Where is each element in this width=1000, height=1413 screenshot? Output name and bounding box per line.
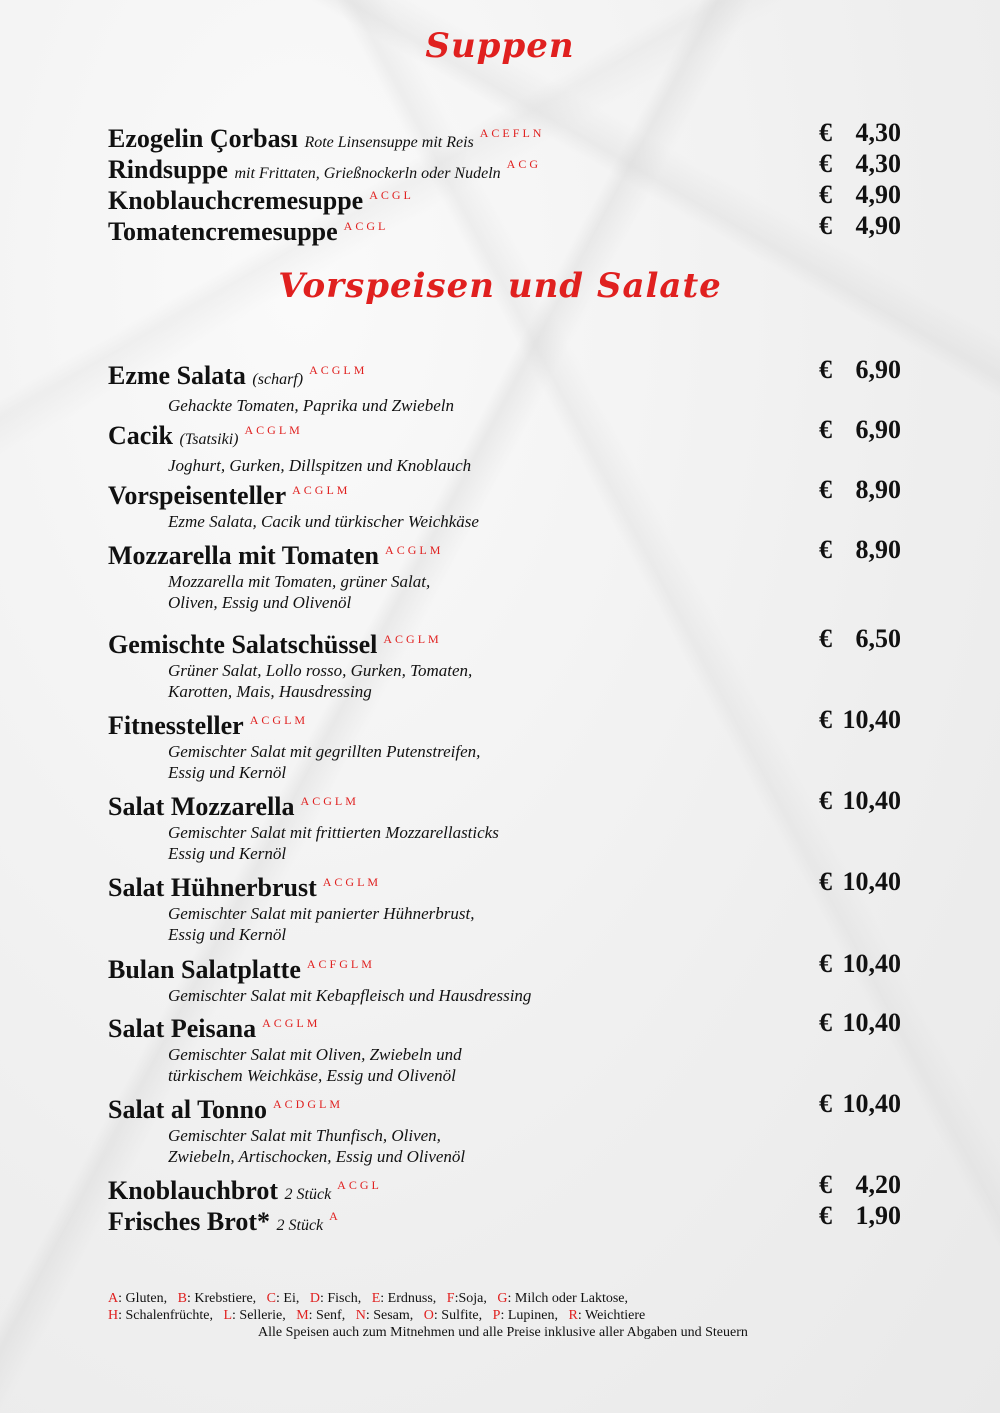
item-name: Knoblauchcremesuppe	[108, 186, 364, 215]
item-line	[108, 705, 901, 741]
item-price	[819, 1089, 901, 1119]
price-value: 8,90	[855, 535, 901, 564]
legend-code: N	[355, 1308, 366, 1323]
legend-label: : Fisch,	[319, 1291, 362, 1306]
legend-label: : Sesam,	[365, 1308, 414, 1323]
item-name: Fitnessteller	[108, 711, 244, 740]
soups-heading: Suppen	[425, 26, 575, 66]
currency-symbol: €	[819, 1089, 832, 1118]
item-price	[819, 867, 901, 897]
allergen-codes: ACDGLM	[272, 1097, 343, 1111]
item-price	[819, 624, 901, 654]
item-price	[819, 211, 901, 241]
allergen-legend	[108, 1290, 656, 1324]
legend-code: O	[423, 1308, 434, 1323]
item-name: Cacik	[108, 421, 173, 450]
item-description: Gemischter Salat mit Kebapfleisch und Hausdressing	[168, 986, 532, 1005]
allergen-codes: ACGLM	[383, 632, 442, 646]
price-value: 4,30	[855, 118, 901, 147]
legend-label: : Sulfite,	[433, 1308, 483, 1323]
item-price	[819, 1008, 901, 1038]
item-description: Gemischter Salat mit Thunfisch, Oliven,	[168, 1126, 441, 1145]
item-line	[108, 1008, 901, 1044]
item-line	[108, 1201, 901, 1241]
allergen-codes: ACGL	[369, 188, 414, 202]
allergen-codes: ACGLM	[300, 794, 359, 808]
item-price	[819, 475, 901, 505]
item-description: Gemischter Salat mit Oliven, Zwiebeln und	[168, 1045, 462, 1064]
item-line	[108, 475, 901, 511]
price-value: 10,40	[842, 786, 901, 815]
item-description: Essig und Kernöl	[168, 925, 287, 944]
legend-label: : Gluten,	[118, 1291, 168, 1306]
menu-item	[108, 786, 901, 864]
item-note: 2 Stück	[284, 1186, 332, 1203]
item-description: Gehackte Tomaten, Paprika und Zwiebeln	[168, 396, 454, 415]
item-note: (Tsatsiki)	[179, 431, 239, 448]
price-value: 10,40	[842, 1008, 901, 1037]
item-name: Knoblauchbrot	[108, 1176, 279, 1205]
item-price	[819, 1170, 901, 1200]
menu-item	[108, 415, 901, 476]
legend-code: A	[108, 1291, 119, 1306]
currency-symbol: €	[819, 211, 832, 240]
legend-code: D	[309, 1291, 320, 1306]
menu-item	[108, 624, 901, 702]
legend-code: C	[266, 1291, 277, 1306]
currency-symbol: €	[819, 786, 832, 815]
currency-symbol: €	[819, 118, 832, 147]
item-note: 2 Stück	[276, 1217, 324, 1234]
item-description: türkischem Weichkäse, Essig und Olivenöl	[168, 1066, 456, 1085]
menu-item	[108, 475, 901, 532]
footer-note: Alle Speisen auch zum Mitnehmen und alle Preise inklusive aller Abgaben und Steuern	[258, 1325, 748, 1340]
allergen-codes: ACFGLM	[306, 957, 375, 971]
allergen-codes: ACGLM	[292, 483, 351, 497]
item-name: Ezme Salata	[108, 361, 246, 390]
menu-item	[108, 1008, 901, 1086]
menu-item	[108, 535, 901, 613]
legend-code: P	[492, 1308, 501, 1323]
item-price	[819, 949, 901, 979]
item-line	[108, 624, 901, 660]
item-line	[108, 211, 901, 247]
item-name: Frisches Brot*	[108, 1207, 270, 1236]
price-value: 4,90	[855, 180, 901, 209]
legend-code: M	[296, 1308, 309, 1323]
item-price	[819, 118, 901, 148]
item-name: Bulan Salatplatte	[108, 955, 301, 984]
allergen-codes: ACGLM	[244, 423, 303, 437]
item-description: Oliven, Essig und Olivenöl	[168, 593, 352, 612]
legend-code: L	[223, 1308, 233, 1323]
price-value: 6,50	[855, 624, 901, 653]
item-name: Rindsuppe	[108, 155, 228, 184]
item-note: Rote Linsensuppe mit Reis	[304, 134, 474, 151]
item-line	[108, 949, 901, 985]
menu-item	[108, 949, 901, 1006]
legend-label: : Ei,	[276, 1291, 300, 1306]
item-description: Joghurt, Gurken, Dillspitzen und Knoblauch	[168, 456, 472, 475]
currency-symbol: €	[819, 624, 832, 653]
item-price	[819, 535, 901, 565]
item-description: Grüner Salat, Lollo rosso, Gurken, Tomaten,	[168, 661, 473, 680]
currency-symbol: €	[819, 415, 832, 444]
menu-item	[108, 355, 901, 416]
allergen-codes: ACGL	[343, 219, 389, 233]
legend-code: R	[568, 1308, 578, 1323]
legend-label: : Erdnuss,	[380, 1291, 437, 1306]
item-note: (scharf)	[252, 371, 304, 388]
item-description: Ezme Salata, Cacik und türkischer Weichkäse	[168, 512, 479, 531]
legend-code: H	[108, 1308, 119, 1323]
item-price	[819, 415, 901, 445]
allergen-codes: ACGLM	[309, 363, 368, 377]
legend-code: F	[446, 1291, 455, 1306]
menu-item	[108, 705, 901, 783]
item-description: Gemischter Salat mit frittierten Mozzarellasticks	[168, 823, 499, 842]
price-value: 10,40	[842, 867, 901, 896]
legend-label: : Senf,	[308, 1308, 346, 1323]
legend-code: E	[371, 1291, 381, 1306]
menu-item	[108, 1089, 901, 1167]
item-line	[108, 786, 901, 822]
price-value: 10,40	[842, 949, 901, 978]
item-name: Salat al Tonno	[108, 1095, 267, 1124]
currency-symbol: €	[819, 535, 832, 564]
item-line	[108, 535, 901, 571]
item-line	[108, 867, 901, 903]
item-name: Tomatencremesuppe	[108, 217, 338, 246]
menu-item	[108, 211, 901, 247]
allergen-codes: ACGL	[337, 1178, 382, 1192]
currency-symbol: €	[819, 949, 832, 978]
currency-symbol: €	[819, 705, 832, 734]
price-value: 4,90	[855, 211, 901, 240]
starters-heading: Vorspeisen und Salate	[278, 266, 722, 306]
menu-item	[108, 867, 901, 945]
allergen-codes: ACGLM	[249, 713, 309, 727]
item-price	[819, 786, 901, 816]
allergen-codes: ACGLM	[262, 1016, 321, 1030]
item-name: Mozzarella mit Tomaten	[108, 541, 380, 570]
item-name: Gemischte Salatschüssel	[108, 630, 378, 659]
item-line	[108, 355, 901, 395]
allergen-codes: ACG	[506, 157, 541, 171]
item-line	[108, 415, 901, 455]
price-value: 6,90	[855, 355, 901, 384]
legend-code: B	[177, 1291, 187, 1306]
item-description: Gemischter Salat mit panierter Hühnerbrust,	[168, 904, 475, 923]
currency-symbol: €	[819, 1201, 832, 1230]
legend-code: G	[497, 1291, 508, 1306]
item-name: Vorspeisenteller	[108, 481, 287, 510]
item-price	[819, 149, 901, 179]
item-name: Salat Mozzarella	[108, 792, 295, 821]
price-value: 10,40	[842, 705, 901, 734]
currency-symbol: €	[819, 180, 832, 209]
item-note: mit Frittaten, Grießnockerln oder Nudeln	[234, 165, 501, 182]
legend-line-1	[108, 1290, 656, 1307]
legend-label: :Soja,	[454, 1291, 487, 1306]
item-description: Essig und Kernöl	[168, 844, 287, 863]
item-description: Essig und Kernöl	[168, 763, 287, 782]
item-description: Mozzarella mit Tomaten, grüner Salat,	[168, 572, 431, 591]
price-value: 4,30	[855, 149, 901, 178]
allergen-codes: ACGLM	[385, 543, 444, 557]
allergen-codes: ACGLM	[322, 875, 382, 889]
price-value: 1,90	[855, 1201, 901, 1230]
currency-symbol: €	[819, 867, 832, 896]
currency-symbol: €	[819, 1170, 832, 1199]
currency-symbol: €	[819, 355, 832, 384]
price-value: 4,20	[855, 1170, 901, 1199]
item-price	[819, 355, 901, 385]
item-description: Zwiebeln, Artischocken, Essig und Olivenöl	[168, 1147, 466, 1166]
item-description: Gemischter Salat mit gegrillten Putenstreifen,	[168, 742, 481, 761]
item-name: Salat Peisana	[108, 1014, 257, 1043]
item-name: Salat Hühnerbrust	[108, 873, 317, 902]
legend-label: : Lupinen,	[500, 1308, 558, 1323]
price-value: 8,90	[855, 475, 901, 504]
item-name: Ezogelin Çorbası	[108, 124, 298, 153]
item-price	[819, 705, 901, 735]
legend-label: : Sellerie,	[232, 1308, 286, 1323]
item-price	[819, 1201, 901, 1231]
price-value: 6,90	[855, 415, 901, 444]
currency-symbol: €	[819, 475, 832, 504]
legend-line-2	[108, 1307, 656, 1324]
legend-label: : Milch oder Laktose,	[507, 1291, 629, 1306]
menu-item	[108, 1201, 901, 1241]
item-line	[108, 1089, 901, 1125]
legend-label: : Schalenfrüchte,	[118, 1308, 213, 1323]
currency-symbol: €	[819, 149, 832, 178]
item-price	[819, 180, 901, 210]
price-value: 10,40	[842, 1089, 901, 1118]
allergen-codes: ACEFLN	[479, 126, 545, 140]
item-description: Karotten, Mais, Hausdressing	[168, 682, 372, 701]
allergen-codes: A	[329, 1209, 341, 1223]
legend-label: : Weichtiere	[577, 1308, 646, 1323]
currency-symbol: €	[819, 1008, 832, 1037]
legend-label: : Krebstiere,	[186, 1291, 257, 1306]
